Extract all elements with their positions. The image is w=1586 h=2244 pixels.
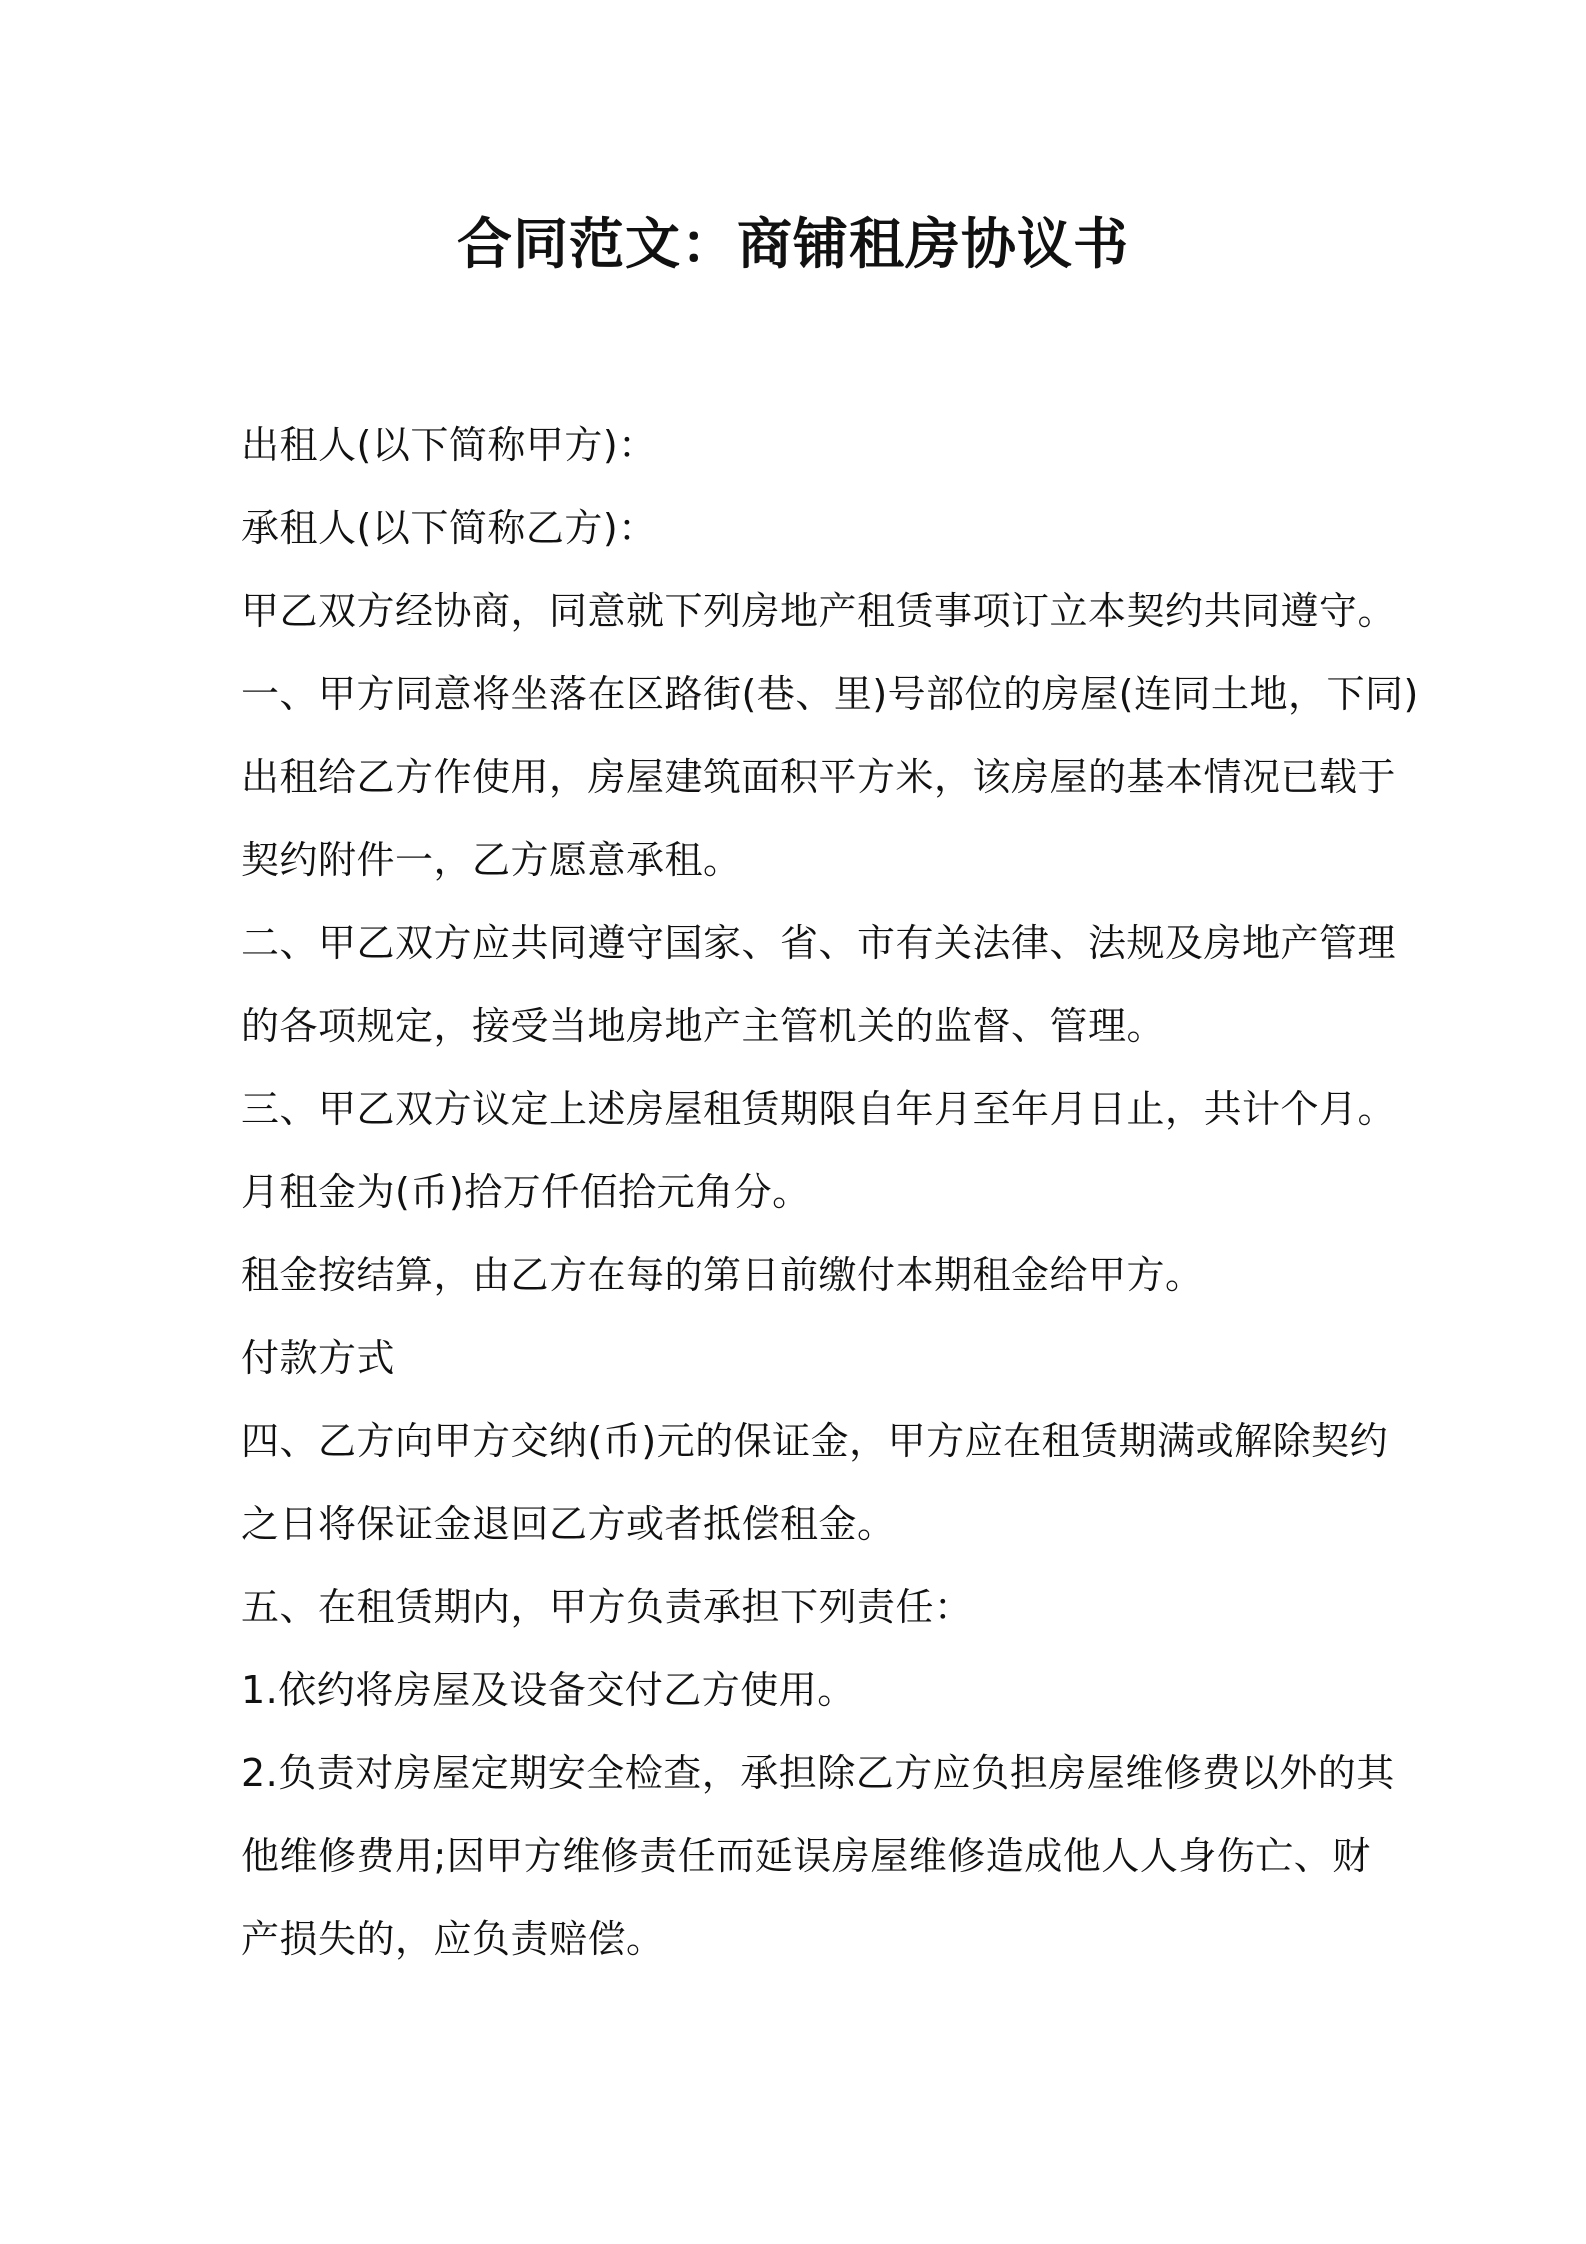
clause-4-line-1: 四、乙方向甲方交纳(币)元的保证金，甲方应在租赁期满或解除契约 [241,1419,1389,1463]
clause-1-line-1: 一、甲方同意将坐落在区路街(巷、里)号部位的房屋(连同土地，下同) [241,672,1419,716]
lessor-line: 出租人(以下简称甲方)： [241,423,657,467]
clause-5-heading: 五、在租赁期内，甲方负责承担下列责任： [241,1585,973,1629]
lessee-line: 承租人(以下简称乙方)： [241,506,657,550]
clause-1-line-3: 契约附件一，乙方愿意承租。 [241,838,742,882]
agreement-intro-line: 甲乙双方经协商，同意就下列房地产租赁事项订立本契约共同遵守。 [241,589,1397,633]
clause-2-line-1: 二、甲乙双方应共同遵守国家、省、市有关法律、法规及房地产管理 [241,921,1397,965]
clause-5-item-2-line-2: 他维修费用;因甲方维修责任而延误房屋维修造成他人人身伤亡、财 [241,1834,1371,1878]
clause-4-line-2: 之日将保证金退回乙方或者抵偿租金。 [241,1502,896,1546]
payment-method-line: 付款方式 [241,1336,396,1380]
clause-1-line-2: 出租给乙方作使用，房屋建筑面积平方米，该房屋的基本情况已载于 [241,755,1397,799]
rent-settlement-line: 租金按结算，由乙方在每的第日前缴付本期租金给甲方。 [241,1253,1204,1297]
document-body [241,404,1419,1981]
clause-5-item-2-line-1: 2.负责对房屋定期安全检查，承担除乙方应负担房屋维修费以外的其 [241,1751,1395,1795]
clause-3-line-1: 三、甲乙双方议定上述房屋租赁期限自年月至年月日止，共计个月。 [241,1087,1397,1131]
clause-2-line-2: 的各项规定，接受当地房地产主管机关的监督、管理。 [241,1004,1166,1048]
clause-5-item-1: 1.依约将房屋及设备交付乙方使用。 [241,1668,856,1712]
document-title: 合同范文：商铺租房协议书 [456,212,1129,276]
clause-5-item-2-line-3: 产损失的，应负责赔偿。 [241,1917,665,1961]
monthly-rent-line: 月租金为(币)拾万仟佰拾元角分。 [241,1170,811,1214]
